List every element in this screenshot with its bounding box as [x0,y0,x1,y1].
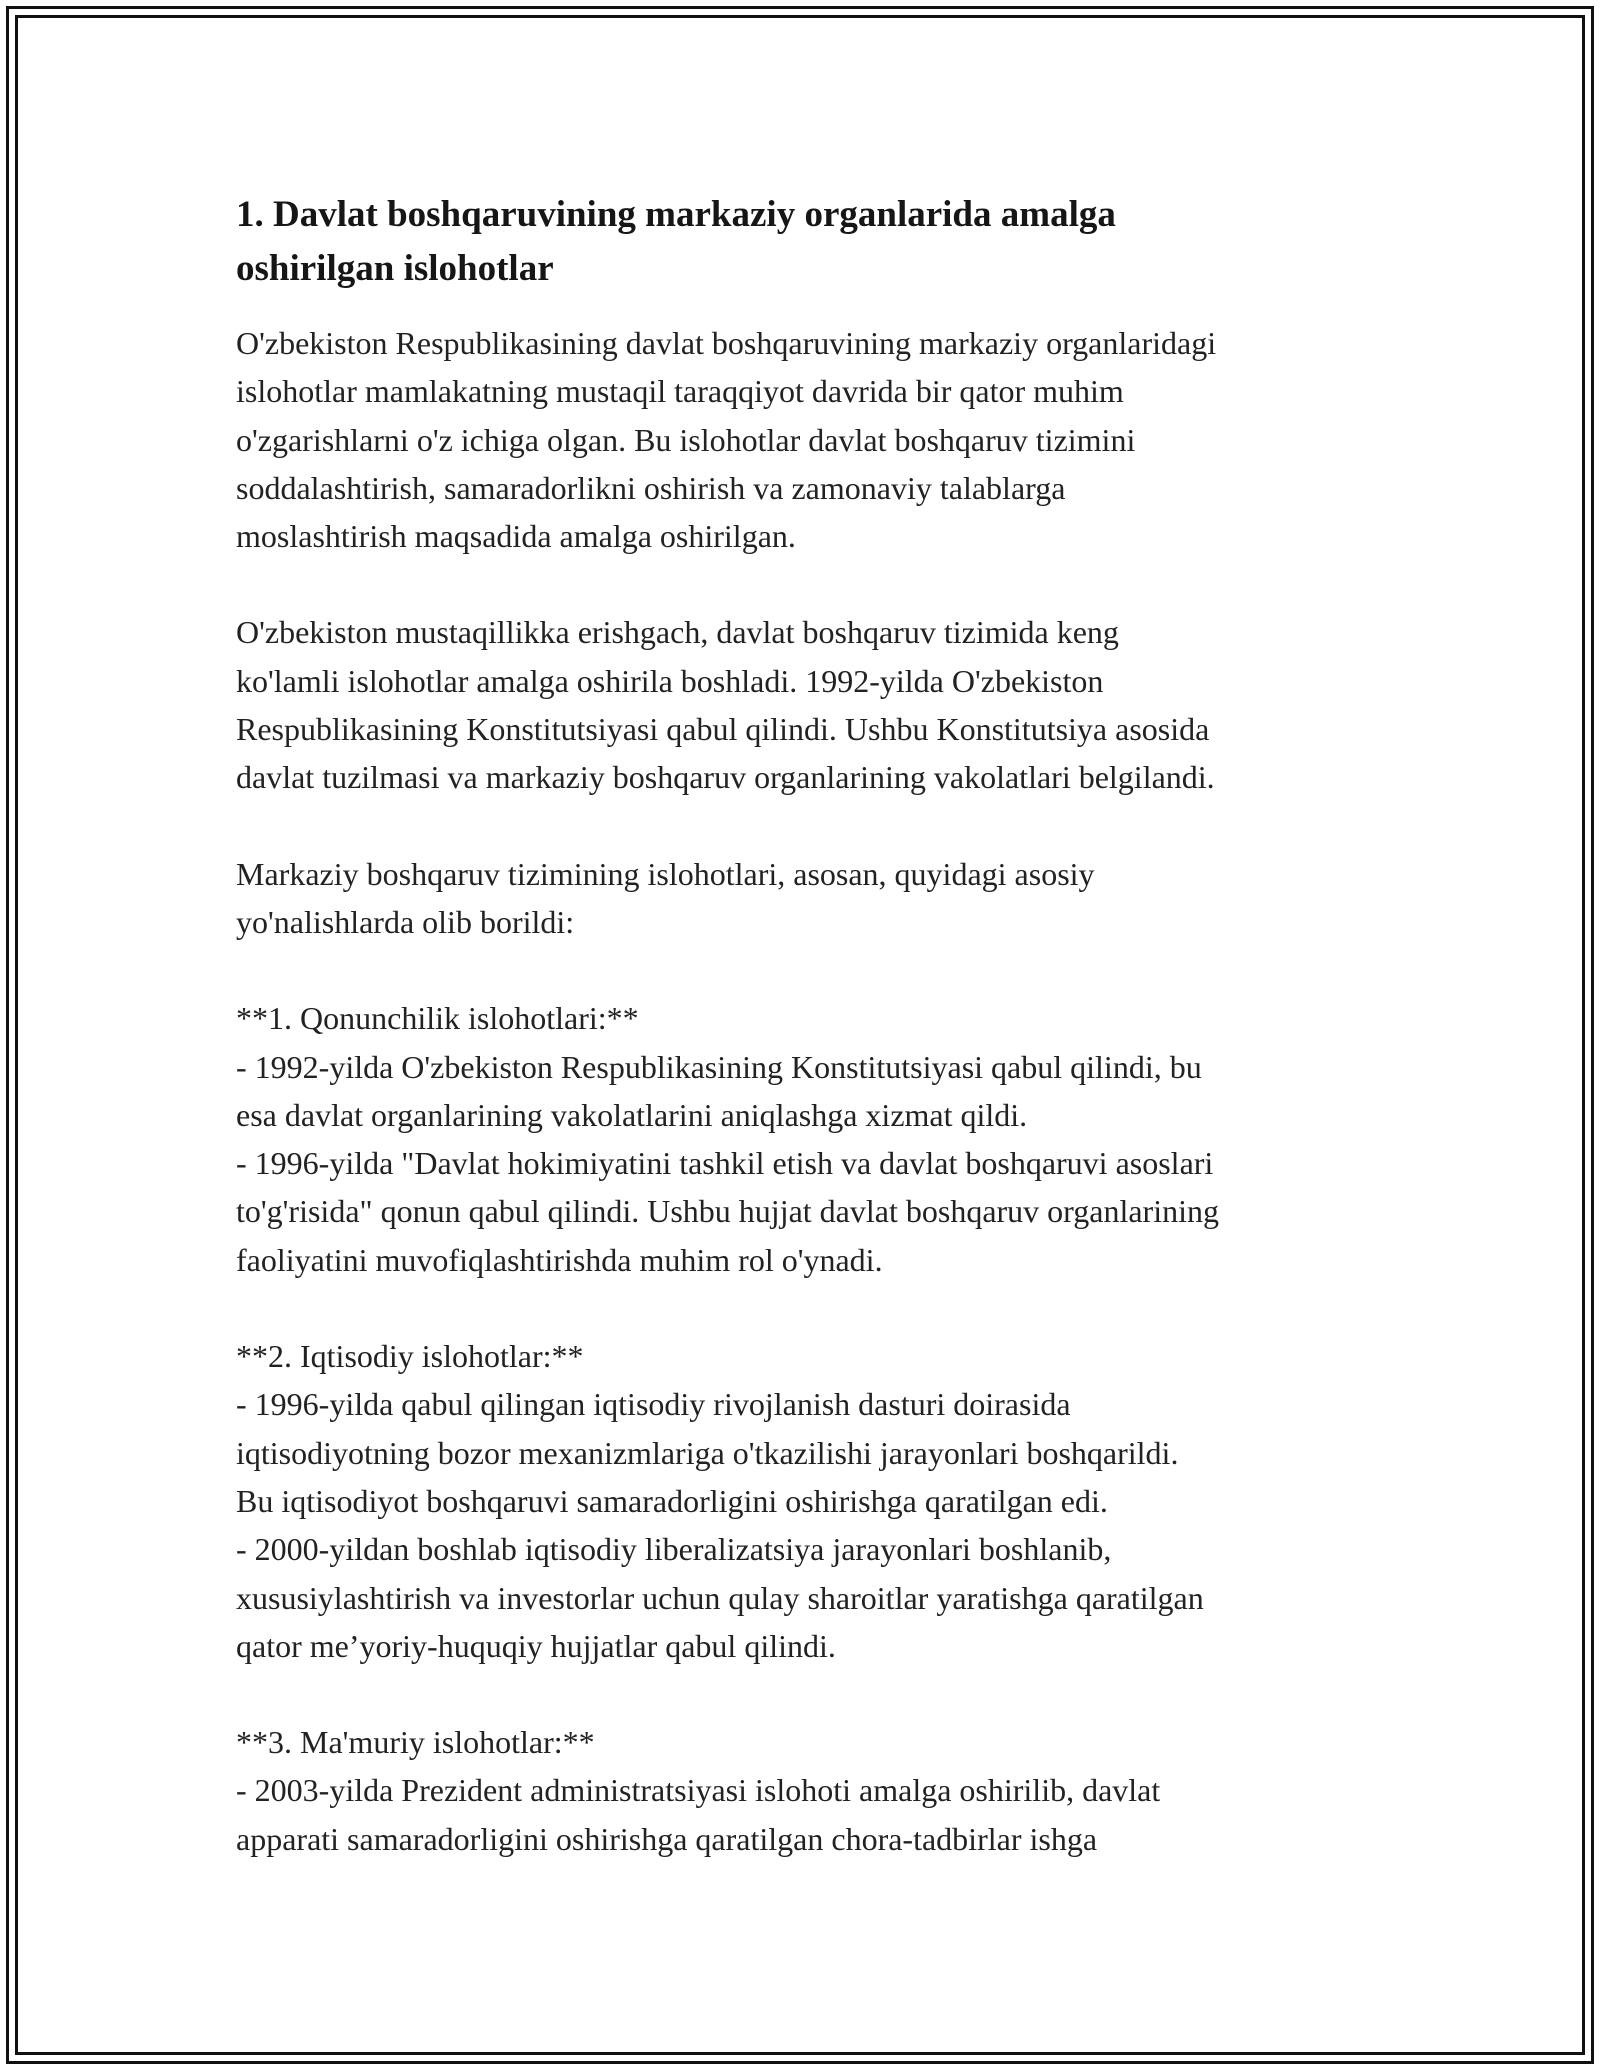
paragraph-directions [236,850,1396,947]
text-line: soddalashtirish, samaradorlikni oshirish va zamonaviy talablarga [236,469,1066,506]
list-item-line: qator me’yoriy-huquqiy hujjatlar qabul qilindi. [236,1627,836,1664]
text-line: o'zgarishlarni o'z ichiga olgan. Bu islohotlar davlat boshqaruv tizimini [236,421,1136,458]
text-line: davlat tuzilmasi va markaziy boshqaruv organlarining vakolatlari belgilandi. [236,759,1215,796]
section-administrative-reforms [236,1718,1396,1863]
text-line: moslashtirish maqsadida amalga oshirilgan. [236,518,796,555]
text-line: ko'lamli islohotlar amalga oshirila boshladi. 1992-yilda O'zbekiston [236,662,1104,699]
text-line: Respublikasining Konstitutsiyasi qabul qilindi. Ushbu Konstitutsiya asosida [236,711,1210,748]
list-item-line: - 2003-yilda Prezident administratsiyasi islohoti amalga oshirilib, davlat [236,1772,1161,1809]
text-line: O'zbekiston Respublikasining davlat boshqaruvining markaziy organlaridagi [236,325,1217,361]
text-line: yo'nalishlarda olib borildi: [236,903,575,940]
list-item-line: - 1996-yilda qabul qilingan iqtisodiy rivojlanish dasturi doirasida [236,1386,1071,1423]
heading-line: 1. Davlat boshqaruvining markaziy organlarida amalga [236,194,1116,235]
subsection-heading: **1. Qonunchilik islohotlari:** [236,1000,639,1037]
subsection-heading: **3. Ma'muriy islohotlar:** [236,1724,595,1761]
text-line: islohotlar mamlakatning mustaqil taraqqiyot davrida bir qator muhim [236,373,1124,410]
list-item-line: faoliyatini muvofiqlashtirishda muhim rol o'ynadi. [236,1241,883,1278]
list-item-line: apparati samaradorligini oshirishga qaratilgan chora-tadbirlar ishga [236,1820,1098,1857]
section-heading [236,188,1396,296]
paragraph-intro [236,319,1396,560]
text-line: O'zbekiston mustaqillikka erishgach, davlat boshqaruv tizimida keng [236,614,1119,651]
section-economic-reforms [236,1332,1396,1670]
list-item-line: Bu iqtisodiyot boshqaruvi samaradorligini oshirishga qaratilgan edi. [236,1482,1108,1519]
section-legislative-reforms [236,994,1396,1284]
list-item-line: - 1996-yilda "Davlat hokimiyatini tashkil etish va davlat boshqaruvi asoslari [236,1145,1214,1182]
list-item-line: iqtisodiyotning bozor mexanizmlariga o'tkazilishi jarayonlari boshqarildi. [236,1434,1179,1471]
list-item-line: - 1992-yilda O'zbekiston Respublikasining Konstitutsiyasi qabul qilindi, bu [236,1048,1202,1085]
paragraph-independence [236,608,1396,801]
list-item-line: to'g'risida" qonun qabul qilindi. Ushbu hujjat davlat boshqaruv organlarining [236,1193,1219,1230]
list-item-line: - 2000-yildan boshlab iqtisodiy liberalizatsiya jarayonlari boshlanib, [236,1531,1112,1568]
heading-line: oshirilgan islohotlar [236,248,554,289]
subsection-heading: **2. Iqtisodiy islohotlar:** [236,1338,584,1375]
document-page [236,188,1396,1911]
list-item-line: esa davlat organlarining vakolatlarini aniqlashga xizmat qildi. [236,1096,1028,1133]
text-line: Markaziy boshqaruv tizimining islohotlari, asosan, quyidagi asosiy [236,855,1095,892]
list-item-line: xususiylashtirish va investorlar uchun qulay sharoitlar yaratishga qaratilgan [236,1579,1204,1616]
